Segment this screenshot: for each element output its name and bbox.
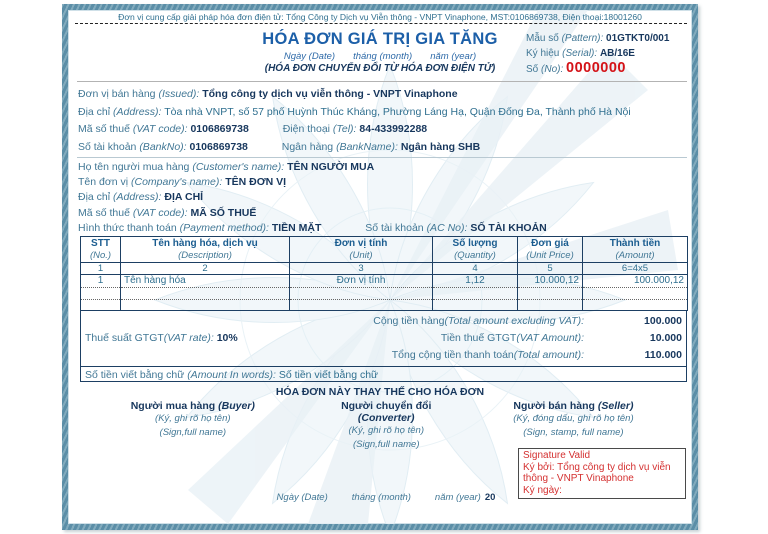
buyer-address: ĐỊA CHỈ	[164, 191, 204, 204]
vat-rate-value: 10%	[216, 332, 238, 344]
invoice-title: HÓA ĐƠN GIÁ TRỊ GIA TĂNG	[262, 30, 498, 48]
invoice-number: 0000000	[566, 60, 626, 76]
seller-address-row: Địa chỉ (Address): Tòa nhà VNPT, số 57 phố Huỳnh Thúc Kháng, Phường Láng Hạ, Quận Đống Đa, Thành phố Hà Nội	[78, 105, 631, 118]
signature-valid-signer: Ký bởi: Tổng công ty dịch vụ viễn thông - VNPT Vinaphone	[523, 461, 671, 484]
item-amount: 100.000,12	[583, 275, 688, 288]
header-divider	[77, 81, 687, 82]
seller-vat-code: 0106869738	[190, 123, 249, 135]
item-quantity: 1,12	[433, 275, 518, 288]
date-year: năm (year)	[430, 51, 477, 62]
bottom-date-year-value: 20	[484, 492, 496, 503]
table-header-row	[81, 237, 688, 263]
seller-buyer-divider	[77, 157, 687, 158]
col-description: Tên hàng hóa, dịch vụ (Description)	[121, 237, 290, 263]
items-table	[80, 236, 688, 311]
dashed-divider	[75, 23, 687, 24]
buyer-vat-code: MÃ SỐ THUẾ	[190, 206, 257, 219]
provider-line: Đơn vị cung cấp giải pháp hóa đơn điện tử: Tổng Công ty Dịch vụ Viễn thông - VNPT Vinaphone, MST:0106869738, Điện thoại:18001260	[118, 12, 642, 22]
seller-bank-no: 0106869738	[189, 140, 248, 153]
subtotal-row: Cộng tiền hàng(Total amount excluding VAT): 100.000	[81, 313, 686, 330]
payment-row: Hình thức thanh toán (Payment method): TIỀN MẶT Số tài khoản (AC No): SỐ TÀI KHOẢN	[78, 221, 547, 234]
payment-method: TIỀN MẶT	[271, 221, 322, 234]
buyer-vat-row: Mã số thuế (VAT code): MÃ SỐ THUẾ	[78, 206, 257, 219]
amount-in-words-value: Số tiền viết bằng chữ	[278, 369, 379, 381]
buyer-company: TÊN ĐƠN VỊ	[225, 176, 287, 189]
vat-amount-value: 10.000	[649, 332, 682, 344]
item-unit: Đơn vị tính	[290, 275, 433, 288]
buyer-address-row: Địa chỉ (Address): ĐỊA CHỈ	[78, 191, 204, 204]
serial-value: AB/16E	[599, 47, 635, 59]
signature-valid-title: Signature Valid	[523, 450, 591, 461]
converted-note: (HÓA ĐƠN CHUYỂN ĐỔI TỪ HÓA ĐƠN ĐIỆN TỬ)	[264, 63, 496, 74]
seller-address: Tòa nhà VNPT, số 57 phố Huỳnh Thúc Kháng, Phường Láng Hạ, Quận Đống Đa, Thành phố Hà Nội	[164, 105, 631, 118]
pattern-row: Mẫu số (Pattern): 01GTKT0/001	[526, 33, 670, 44]
serial-row: Ký hiệu (Serial): AB/16E	[526, 47, 635, 59]
grand-total-row: Tổng cộng tiền thanh toán(Total amount): 110.000	[81, 347, 686, 364]
signature-converter: Người chuyển đổi (Converter) (Ký, ghi rõ họ tên) (Sign,full name)	[341, 400, 432, 450]
col-unit-price: Đơn giá (Unit Price)	[518, 237, 583, 263]
seller-name-row: Đơn vị bán hàng (Issued): Tổng công ty dịch vụ viễn thông - VNPT Vinaphone	[78, 88, 458, 100]
signature-buyer: Người mua hàng (Buyer) (Ký, ghi rõ họ tên) (Sign,full name)	[130, 400, 255, 438]
invoice-content	[68, 10, 692, 524]
decorative-border-frame	[62, 4, 698, 530]
signature-valid-date: Ký ngày:	[523, 484, 562, 496]
buyer-section	[78, 160, 686, 236]
col-quantity: Số lượng (Quantity)	[433, 237, 518, 263]
pattern-value: 01GTKT0/001	[606, 33, 670, 44]
bottom-date-month: tháng (month)	[351, 492, 411, 503]
empty-row	[81, 300, 688, 311]
seller-bank-row: Số tài khoản (BankNo): 0106869738 Ngân hàng (BankName): Ngân hàng SHB	[78, 140, 481, 153]
date-day: Ngày (Date)	[283, 51, 336, 62]
invoice-body	[68, 10, 692, 524]
amount-in-words-row: Số tiền viết bằng chữ (Amount In words): Số tiền viết bằng chữ	[81, 366, 686, 382]
seller-section	[78, 86, 686, 156]
date-month: tháng (month)	[353, 51, 413, 62]
item-description: Tên hàng hóa	[121, 275, 290, 288]
bottom-date-line	[68, 492, 692, 503]
buyer-account-no: SỐ TÀI KHOẢN	[470, 221, 547, 234]
col-unit: Đơn vị tính (Unit)	[290, 237, 433, 263]
signature-seller: Người bán hàng (Seller) (Ký, đóng dấu, ghi rõ họ tên) (Sign, stamp, full name)	[513, 400, 634, 438]
seller-name: Tổng công ty dịch vụ viễn thông - VNPT Vinaphone	[202, 88, 458, 100]
column-index-row: 1 2 3 4 5 6=4x5	[81, 263, 688, 275]
col-stt: STT (No.)	[81, 237, 121, 263]
item-row	[81, 275, 688, 288]
seller-vat-row: Mã số thuế (VAT code): 0106869738 Điện thoại (Tel): 84-433992288	[78, 123, 428, 135]
vat-row: Thuế suất GTGT(VAT rate): 10% Tiền thuế GTGT(VAT Amount): 10.000	[81, 330, 686, 347]
signature-section	[68, 400, 692, 452]
invoice-meta	[526, 32, 692, 78]
empty-row	[81, 288, 688, 300]
grand-total-value: 110.000	[644, 349, 682, 361]
buyer-name: TÊN NGƯỜI MUA	[287, 161, 375, 173]
bottom-date-day: Ngày (Date)	[276, 492, 328, 503]
totals-section	[80, 310, 687, 382]
buyer-company-row: Tên đơn vị (Company's name): TÊN ĐƠN VỊ	[78, 176, 287, 189]
item-stt: 1	[81, 275, 121, 288]
bottom-date-year: năm (year)	[434, 492, 481, 503]
seller-bank-name: Ngân hàng SHB	[400, 140, 481, 153]
subtotal-value: 100.000	[644, 315, 682, 327]
number-row: Số (No): 0000000	[526, 60, 626, 76]
col-amount: Thành tiền (Amount)	[583, 237, 688, 263]
item-unit-price: 10.000,12	[518, 275, 583, 288]
seller-phone: 84-433992288	[359, 123, 428, 135]
replacement-note: HÓA ĐƠN NÀY THAY THẾ CHO HÓA ĐƠN	[275, 386, 485, 398]
buyer-customer-row: Họ tên người mua hàng (Customer's name): TÊN NGƯỜI MUA	[78, 161, 375, 173]
